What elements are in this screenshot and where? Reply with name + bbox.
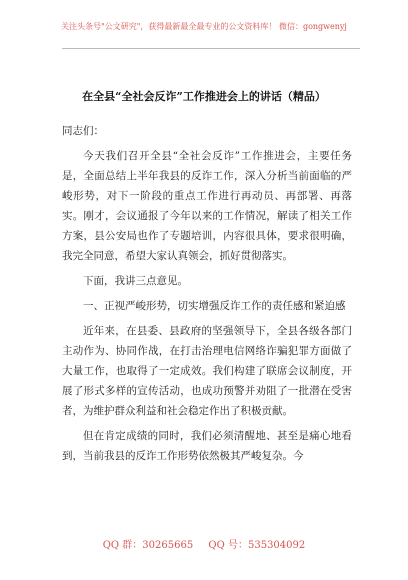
paragraph-achievements: 近年来，在县委、县政府的坚强领导下，全县各级各部门主动作为、协同作战，在打击治理电信网络诈骗犯罪方面做了大量工作，也取得了一定成效。我们构建了联席会议制度，开展了形式多样的宣传活动，也成功预警并劝阻了一批潜在受害者，为维护群众利益和社会稳定作出了积极贡献。: [62, 325, 352, 417]
footer-qq-number: QQ 号：535304092: [208, 540, 306, 551]
footer-contact: [0, 536, 408, 551]
page-title: 在全县“全社会反诈”工作推进会上的讲话（精品）: [82, 90, 326, 103]
header-divider: [62, 48, 360, 49]
greeting: 同志们：: [62, 125, 104, 137]
document-body: [62, 121, 352, 471]
paragraph-outline: 下面，我讲三点意见。: [83, 275, 188, 287]
footer-qq-group: QQ 群：30265665: [102, 540, 194, 551]
paragraph-intro: 今天我们召开全县“全社会反诈”工作推进会，主要任务是，全面总结上半年我县的反诈工作，深入分析当前面临的严峻形势，对下一阶段的重点工作进行再动员、再部署、再落实。刚才，会议通报了今年以来的工作情况，解读了相关工作方案，县公安局也作了专题培训，内容很具体，要求很明确，我完全同意，希望大家认真领会，抓好贯彻落实。: [62, 150, 352, 262]
header-note: 关注头条号"公文研究"，获得最新最全最专业的公文资料库！ 微信：gongwenyj: [61, 22, 347, 31]
paragraph-challenges: 但在肯定成绩的同时，我们必须清醒地、甚至是痛心地看到，当前我县的反诈工作形势依然极其严峻复杂。今: [62, 430, 352, 462]
section-heading-1: 一、正视严峻形势，切实增强反诈工作的责任感和紧迫感: [83, 300, 346, 312]
